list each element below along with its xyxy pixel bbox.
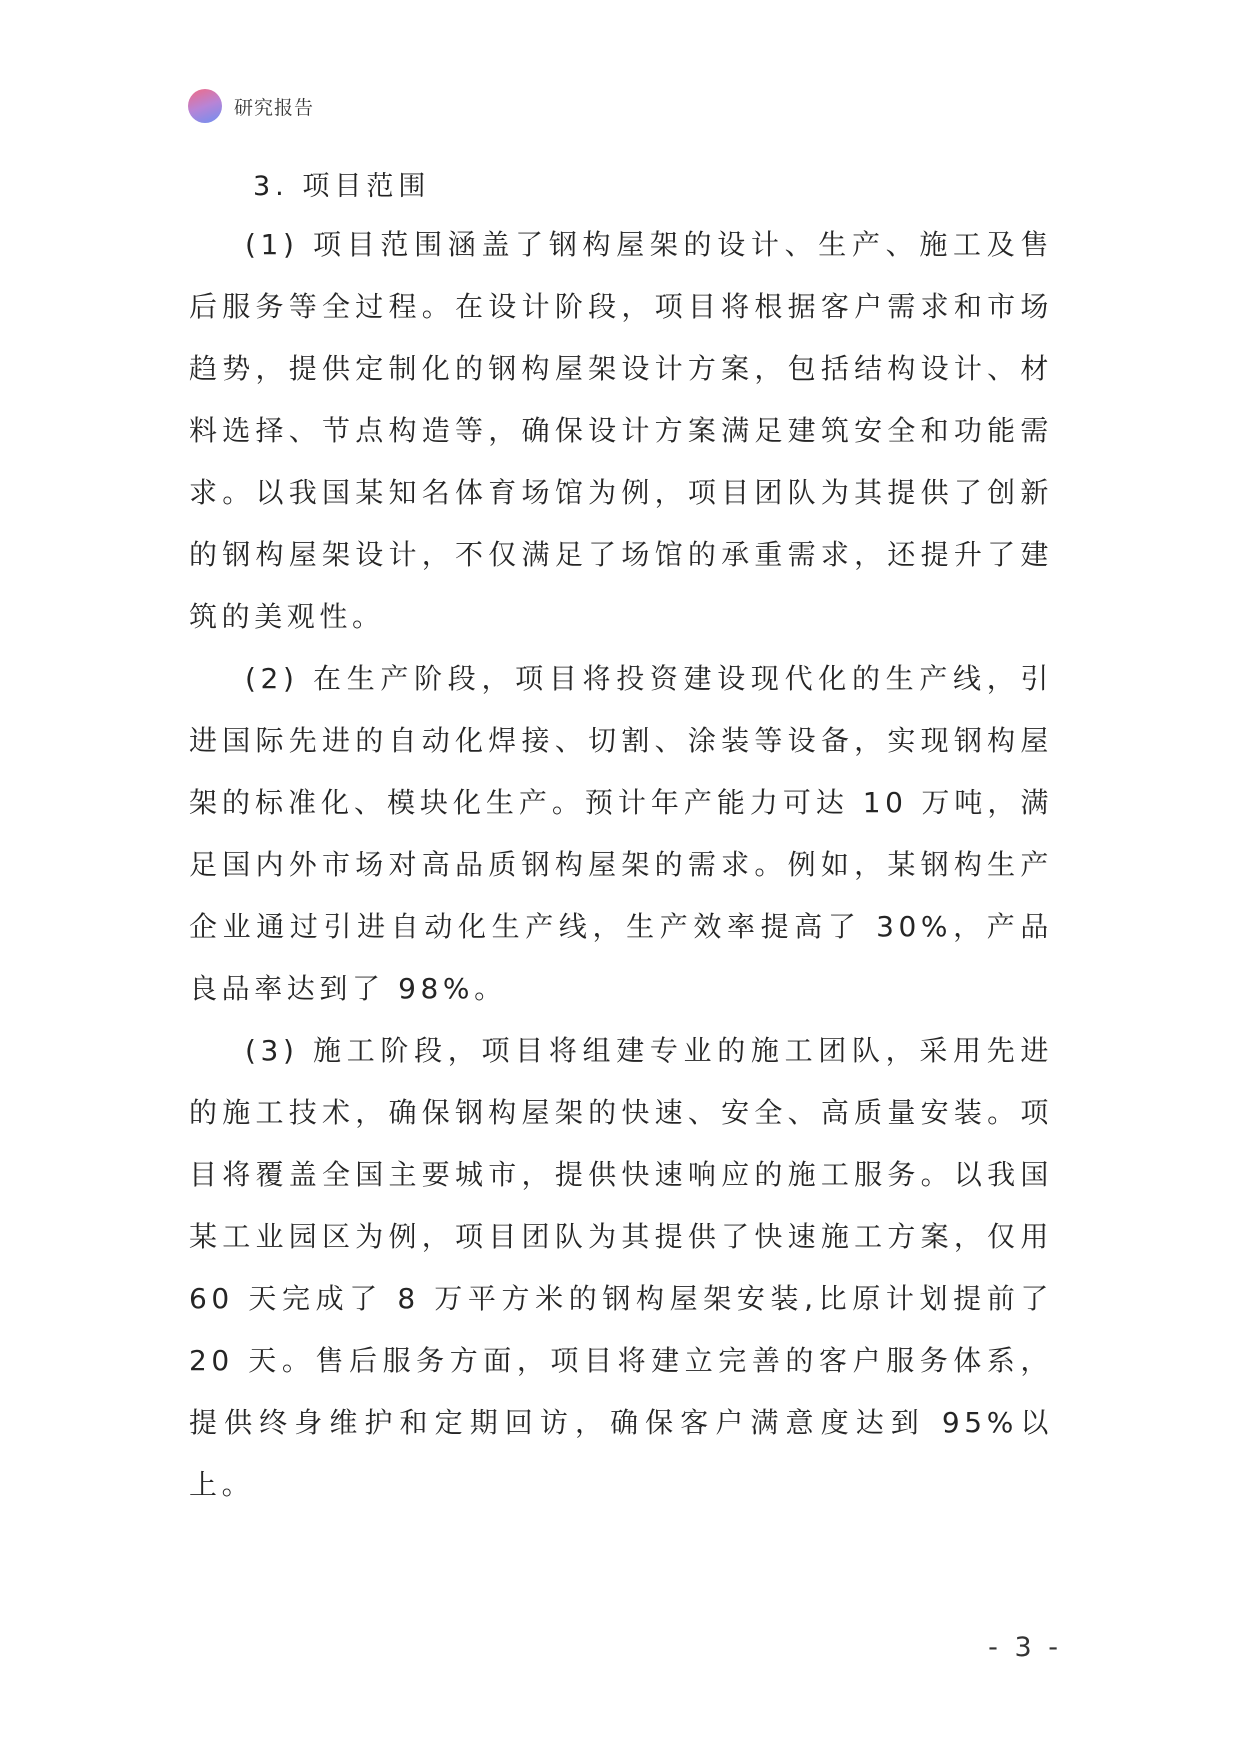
logo-circle-icon [188, 89, 222, 123]
paragraph-3: (3) 施工阶段，项目将组建专业的施工团队，采用先进的施工技术，确保钢构屋架的快速、安全、高质量安装。项目将覆盖全国主要城市，提供快速响应的施工服务。以我国某工业园区为例，项目团队为其提供了快速施工方案，仅用 60 天完成了 8 万平方米的钢构屋架安装,比原计划提前了 20 天。售后服务方面，项目将建立完善的客户服务体系，提供终身维护和定期回访，确保客户满意度达到 95%以上。 [189, 1034, 1053, 1501]
document-body [189, 160, 1053, 1516]
document-header [188, 88, 314, 124]
paragraph-2: (2) 在生产阶段，项目将投资建设现代化的生产线，引进国际先进的自动化焊接、切割、涂装等设备，实现钢构屋架的标准化、模块化生产。预计年产能力可达 10 万吨，满足国内外市场对高品质钢构屋架的需求。例如，某钢构生产企业通过引进自动化生产线，生产效率提高了 30%，产品良品率达到了 98%。 [189, 662, 1053, 1005]
paragraph-1: (1) 项目范围涵盖了钢构屋架的设计、生产、施工及售后服务等全过程。在设计阶段，项目将根据客户需求和市场趋势，提供定制化的钢构屋架设计方案，包括结构设计、材料选择、节点构造等，确保设计方案满足建筑安全和功能需求。以我国某知名体育场馆为例，项目团队为其提供了创新的钢构屋架设计，不仅满足了场馆的承重需求，还提升了建筑的美观性。 [189, 228, 1053, 633]
header-brand-label: 研究报告 [234, 96, 315, 119]
page-number: - 3 - [988, 1632, 1062, 1663]
section-title: 3. 项目范围 [253, 171, 431, 202]
